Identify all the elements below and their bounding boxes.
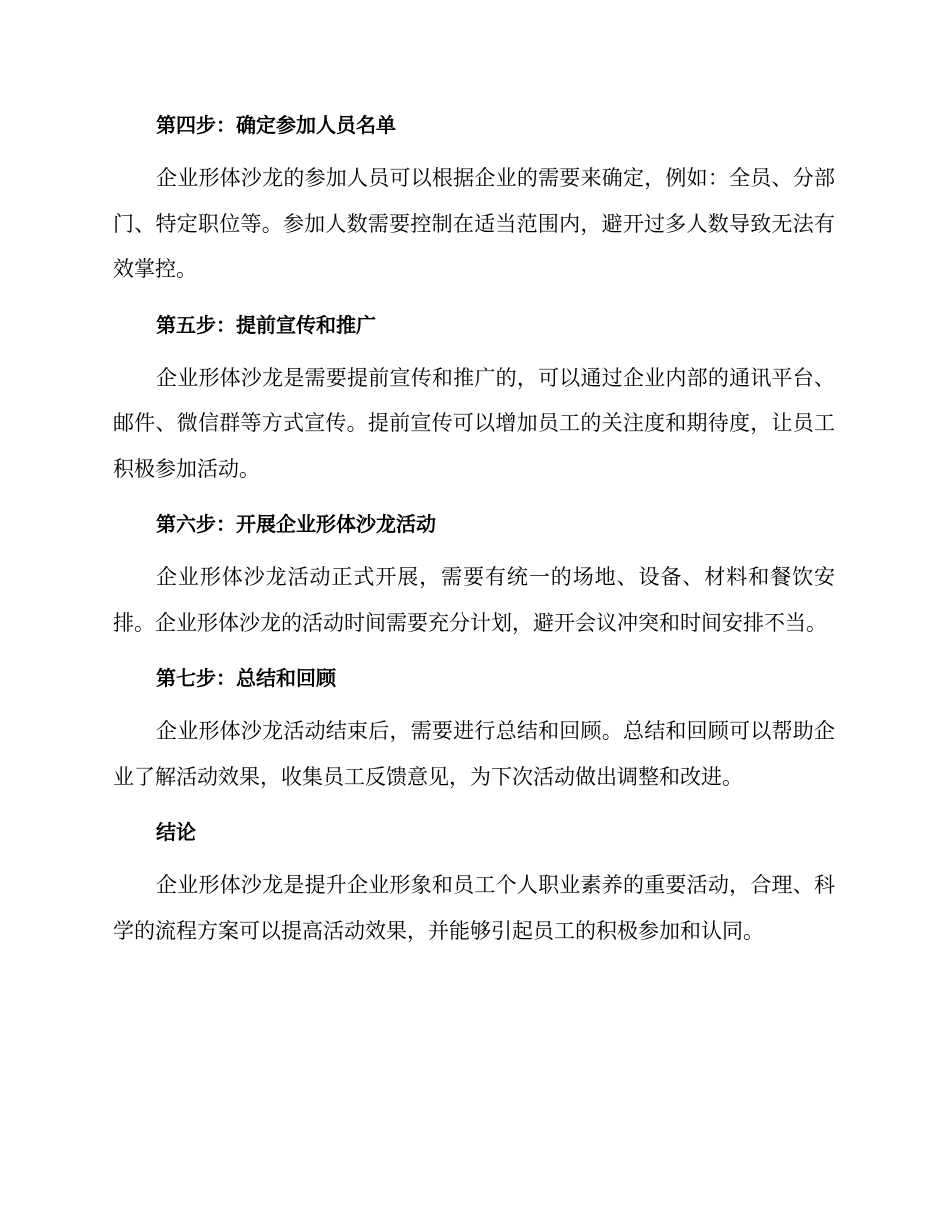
section-heading-step5: 第五步：提前宣传和推广	[156, 312, 376, 337]
section-paragraph-conclusion: 企业形体沙龙是提升企业形象和员工个人职业素养的重要活动，合理、科学的流程方案可以提高活动效果，并能够引起员工的积极参加和认同。	[113, 873, 835, 943]
section-paragraph-step6: 企业形体沙龙活动正式开展，需要有统一的场地、设备、材料和餐饮安排。企业形体沙龙的活动时间需要充分计划，避开会议冲突和时间安排不当。	[113, 565, 835, 635]
section-paragraph-step7: 企业形体沙龙活动结束后，需要进行总结和回顾。总结和回顾可以帮助企业了解活动效果，收集员工反馈意见，为下次活动做出调整和改进。	[113, 719, 835, 789]
section-heading-conclusion: 结论	[156, 820, 196, 844]
section-heading-step6: 第六步：开展企业形体沙龙活动	[156, 512, 436, 536]
document-body	[113, 110, 835, 954]
section-paragraph-step4: 企业形体沙龙的参加人员可以根据企业的需要来确定，例如：全员、分部门、特定职位等。参加人数需要控制在适当范围内，避开过多人数导致无法有效掌控。	[113, 166, 835, 281]
section-paragraph-step5: 企业形体沙龙是需要提前宣传和推广的，可以通过企业内部的通讯平台、邮件、微信群等方式宣传。提前宣传可以增加员工的关注度和期待度，让员工积极参加活动。	[113, 365, 835, 481]
section-heading-step7: 第七步：总结和回顾	[156, 666, 336, 690]
section-heading-step4: 第四步：确定参加人员名单	[156, 113, 396, 137]
